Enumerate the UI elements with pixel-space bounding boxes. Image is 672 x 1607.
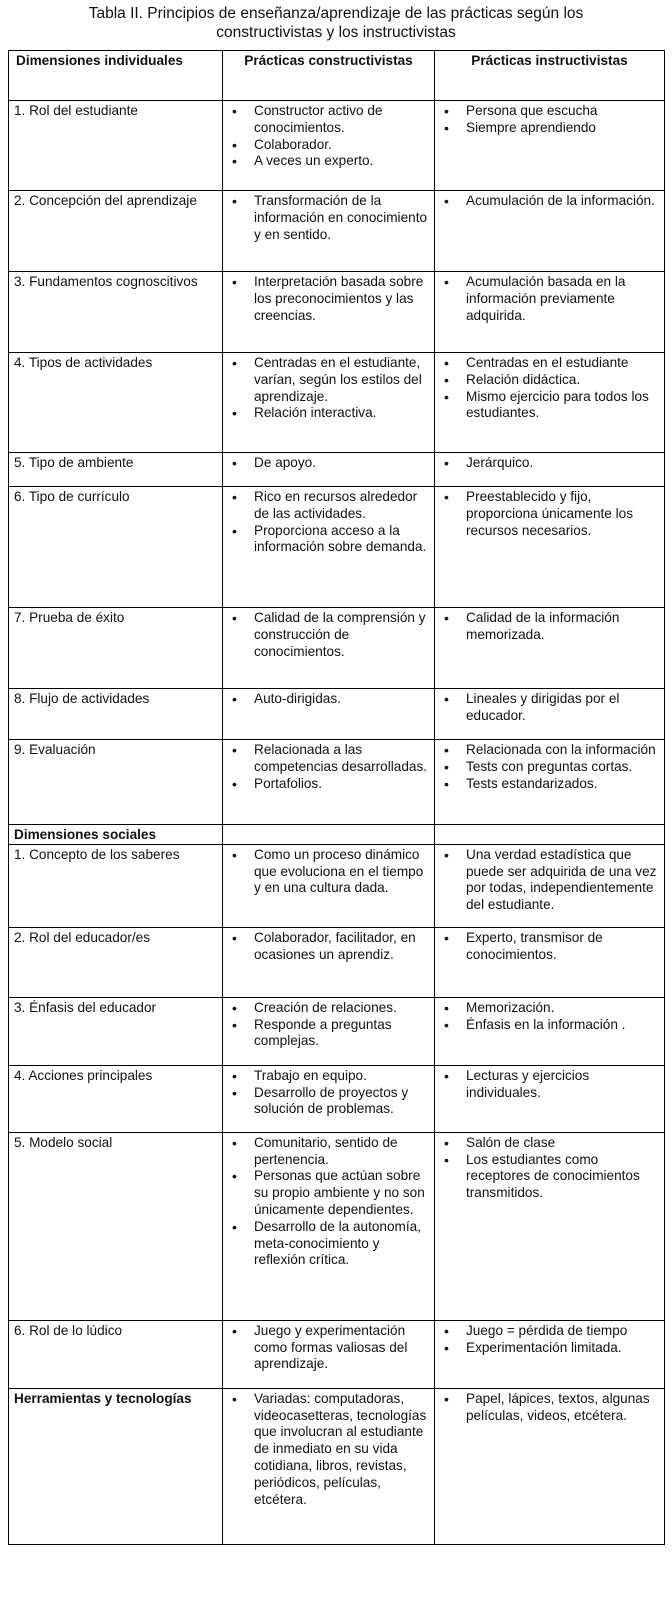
constructivist-list <box>228 1000 429 1050</box>
instructivist-list <box>440 1000 659 1034</box>
instructivist-list <box>440 742 659 792</box>
bullet-item: • Calidad de la comprensión y construcción de conocimientos. <box>228 610 429 660</box>
bullet-item: • Acumulación de la información. <box>440 193 659 210</box>
dimension-label-social-1: 1. Concepto de los saberes <box>9 844 223 927</box>
bullet-item: • Interpretación basada sobre los preconocimientos y las creencias. <box>228 274 429 324</box>
constructivist-list <box>228 742 429 792</box>
constructivist-list <box>228 1135 429 1269</box>
header-constructivist: Prácticas constructivistas <box>223 51 435 101</box>
instructivist-list <box>440 274 659 324</box>
bullet-item: • Proporciona acceso a la información sobre demanda. <box>228 523 429 557</box>
bullet-item: • Tests estandarizados. <box>440 776 659 793</box>
instructivist-list <box>440 1391 659 1425</box>
empty-cell <box>223 825 435 845</box>
bullet-item: • Siempre aprendiendo <box>440 120 659 137</box>
dimension-label-individual-2: 2. Concepción del aprendizaje <box>9 191 223 272</box>
instructivist-cell <box>435 1065 665 1132</box>
header-row <box>9 51 665 101</box>
constructivist-cell <box>223 927 435 997</box>
instructivist-list <box>440 847 659 914</box>
instructivist-cell <box>435 608 665 689</box>
constructivist-list <box>228 930 429 964</box>
instructivist-list <box>440 193 659 210</box>
constructivist-list <box>228 274 429 324</box>
instructivist-list <box>440 489 659 539</box>
bullet-item: • Desarrollo de proyectos y solución de problemas. <box>228 1085 429 1119</box>
table-row <box>9 608 665 689</box>
table-row <box>9 101 665 191</box>
constructivist-cell <box>223 1065 435 1132</box>
bullet-item: • Relacionada con la información <box>440 742 659 759</box>
constructivist-list <box>228 691 429 708</box>
bullet-item: • Memorización. <box>440 1000 659 1017</box>
bullet-item: • Auto-dirigidas. <box>228 691 429 708</box>
dimension-label-social-5: 5. Modelo social <box>9 1132 223 1320</box>
dimension-label-individual-4: 4. Tipos de actividades <box>9 353 223 453</box>
bullet-item: • Persona que escucha <box>440 103 659 120</box>
dimension-label-social-4: 4. Acciones principales <box>9 1065 223 1132</box>
bullet-item: • Personas que actúan sobre su propio ambiente y no son únicamente dependientes. <box>228 1168 429 1218</box>
dimension-label-individual-3: 3. Fundamentos cognoscitivos <box>9 272 223 353</box>
table-row <box>9 1388 665 1544</box>
constructivist-list <box>228 193 429 243</box>
constructivist-cell <box>223 1388 435 1544</box>
instructivist-cell <box>435 1388 665 1544</box>
bullet-item: • Preestablecido y fijo, proporciona únicamente los recursos necesarios. <box>440 489 659 539</box>
constructivist-list <box>228 355 429 422</box>
bullet-item: • Mismo ejercicio para todos los estudiantes. <box>440 389 659 423</box>
instructivist-list <box>440 691 659 725</box>
bullet-item: • Jerárquico. <box>440 455 659 472</box>
instructivist-cell <box>435 927 665 997</box>
bullet-item: • Trabajo en equipo. <box>228 1068 429 1085</box>
constructivist-cell <box>223 1132 435 1320</box>
bullet-item: • Relación didáctica. <box>440 372 659 389</box>
constructivist-cell <box>223 1320 435 1388</box>
table-row <box>9 927 665 997</box>
constructivist-list <box>228 455 429 472</box>
constructivist-cell <box>223 101 435 191</box>
instructivist-cell <box>435 191 665 272</box>
constructivist-list <box>228 1068 429 1118</box>
constructivist-cell <box>223 487 435 608</box>
bullet-item: • A veces un experto. <box>228 153 429 170</box>
instructivist-cell <box>435 353 665 453</box>
instructivist-list <box>440 930 659 964</box>
dimension-label-individual-9: 9. Evaluación <box>9 740 223 825</box>
instructivist-list <box>440 355 659 422</box>
principles-table <box>8 50 665 1545</box>
bullet-item: • Calidad de la información memorizada. <box>440 610 659 644</box>
instructivist-cell <box>435 997 665 1065</box>
bullet-item: • Portafolios. <box>228 776 429 793</box>
instructivist-list <box>440 610 659 644</box>
bullet-item: • Lecturas y ejercicios individuales. <box>440 1068 659 1102</box>
table-row <box>9 997 665 1065</box>
table-row <box>9 353 665 453</box>
header-individual-dimensions: Dimensiones individuales <box>9 51 223 101</box>
instructivist-cell <box>435 1132 665 1320</box>
bullet-item: • Juego = pérdida de tiempo <box>440 1323 659 1340</box>
instructivist-list <box>440 1135 659 1202</box>
instructivist-list <box>440 103 659 137</box>
constructivist-list <box>228 610 429 660</box>
instructivist-list <box>440 455 659 472</box>
instructivist-cell <box>435 272 665 353</box>
bullet-item: • Colaborador. <box>228 137 429 154</box>
caption-line-2: constructivistas y los instructivistas <box>216 24 456 41</box>
instructivist-list <box>440 1068 659 1102</box>
table-row <box>9 191 665 272</box>
constructivist-list <box>228 1391 429 1509</box>
instructivist-cell <box>435 101 665 191</box>
bullet-item: • Énfasis en la información . <box>440 1017 659 1034</box>
bullet-item: • Papel, lápices, textos, algunas películas, videos, etcétera. <box>440 1391 659 1425</box>
bullet-item: • Lineales y dirigidas por el educador. <box>440 691 659 725</box>
instructivist-cell <box>435 740 665 825</box>
dimension-label-individual-1: 1. Rol del estudiante <box>9 101 223 191</box>
constructivist-cell <box>223 689 435 740</box>
bullet-item: • Como un proceso dinámico que evoluciona en el tiempo y en una cultura dada. <box>228 847 429 897</box>
bullet-item: • Variadas: computadoras, videocasetteras, tecnologías que involucran al estudiante de inmediato en su vida cotidiana, libros, revistas, periódicos, películas, etcétera. <box>228 1391 429 1509</box>
constructivist-list <box>228 489 429 556</box>
dimension-label-social-2: 2. Rol del educador/es <box>9 927 223 997</box>
dimension-label-social-6: 6. Rol de lo lúdico <box>9 1320 223 1388</box>
instructivist-cell <box>435 689 665 740</box>
constructivist-cell <box>223 608 435 689</box>
bullet-item: • Experimentación limitada. <box>440 1340 659 1357</box>
table-row <box>9 272 665 353</box>
table-row <box>9 689 665 740</box>
dimension-label-individual-6: 6. Tipo de currículo <box>9 487 223 608</box>
section-heading-social: Dimensiones sociales <box>9 825 223 845</box>
constructivist-cell <box>223 844 435 927</box>
bullet-item: • Juego y experimentación como formas valiosas del aprendizaje. <box>228 1323 429 1373</box>
dimension-label-individual-7: 7. Prueba de éxito <box>9 608 223 689</box>
bullet-item: • Centradas en el estudiante <box>440 355 659 372</box>
empty-cell <box>435 825 665 845</box>
bullet-item: • Responde a preguntas complejas. <box>228 1017 429 1051</box>
dimension-label-individual-5: 5. Tipo de ambiente <box>9 453 223 487</box>
instructivist-cell <box>435 844 665 927</box>
table-row <box>9 1320 665 1388</box>
bullet-item: • Rico en recursos alrededor de las actividades. <box>228 489 429 523</box>
table-row <box>9 844 665 927</box>
bullet-item: • Una verdad estadística que puede ser adquirida de una vez por todas, independientemente del estudiante. <box>440 847 659 914</box>
caption-line-1: Tabla II. Principios de enseñanza/aprendizaje de las prácticas según los <box>88 5 584 22</box>
bullet-item: • De apoyo. <box>228 455 429 472</box>
bullet-item: • Desarrollo de la autonomía, meta-conocimiento y reflexión crítica. <box>228 1219 429 1269</box>
bullet-item: • Creación de relaciones. <box>228 1000 429 1017</box>
bullet-item: • Relación interactiva. <box>228 405 429 422</box>
bullet-item: • Transformación de la información en conocimiento y en sentido. <box>228 193 429 243</box>
bullet-item: • Salón de clase <box>440 1135 659 1152</box>
constructivist-list <box>228 1323 429 1373</box>
bullet-item: • Centradas en el estudiante, varían, según los estilos del aprendizaje. <box>228 355 429 405</box>
constructivist-cell <box>223 453 435 487</box>
dimension-label-tools: Herramientas y tecnologías <box>9 1388 223 1544</box>
bullet-item: • Los estudiantes como receptores de conocimientos transmitidos. <box>440 1152 659 1202</box>
bullet-item: • Acumulación basada en la información previamente adquirida. <box>440 274 659 324</box>
table-row <box>9 487 665 608</box>
bullet-item: • Constructor activo de conocimientos. <box>228 103 429 137</box>
dimension-label-individual-8: 8. Flujo de actividades <box>9 689 223 740</box>
constructivist-cell <box>223 272 435 353</box>
constructivist-cell <box>223 740 435 825</box>
bullet-item: • Relacionada a las competencias desarrolladas. <box>228 742 429 776</box>
section-row-social <box>9 825 665 845</box>
table-caption <box>0 4 672 42</box>
constructivist-list <box>228 103 429 170</box>
header-instructivist: Prácticas instructivistas <box>435 51 665 101</box>
instructivist-cell <box>435 453 665 487</box>
bullet-item: • Colaborador, facilitador, en ocasiones un aprendiz. <box>228 930 429 964</box>
instructivist-cell <box>435 487 665 608</box>
constructivist-list <box>228 847 429 897</box>
table-row <box>9 740 665 825</box>
constructivist-cell <box>223 353 435 453</box>
table-row <box>9 1065 665 1132</box>
table-row <box>9 1132 665 1320</box>
constructivist-cell <box>223 191 435 272</box>
table-row <box>9 453 665 487</box>
bullet-item: • Comunitario, sentido de pertenencia. <box>228 1135 429 1169</box>
instructivist-cell <box>435 1320 665 1388</box>
bullet-item: • Tests con preguntas cortas. <box>440 759 659 776</box>
dimension-label-social-3: 3. Énfasis del educador <box>9 997 223 1065</box>
instructivist-list <box>440 1323 659 1357</box>
bullet-item: • Experto, transmisor de conocimientos. <box>440 930 659 964</box>
constructivist-cell <box>223 997 435 1065</box>
